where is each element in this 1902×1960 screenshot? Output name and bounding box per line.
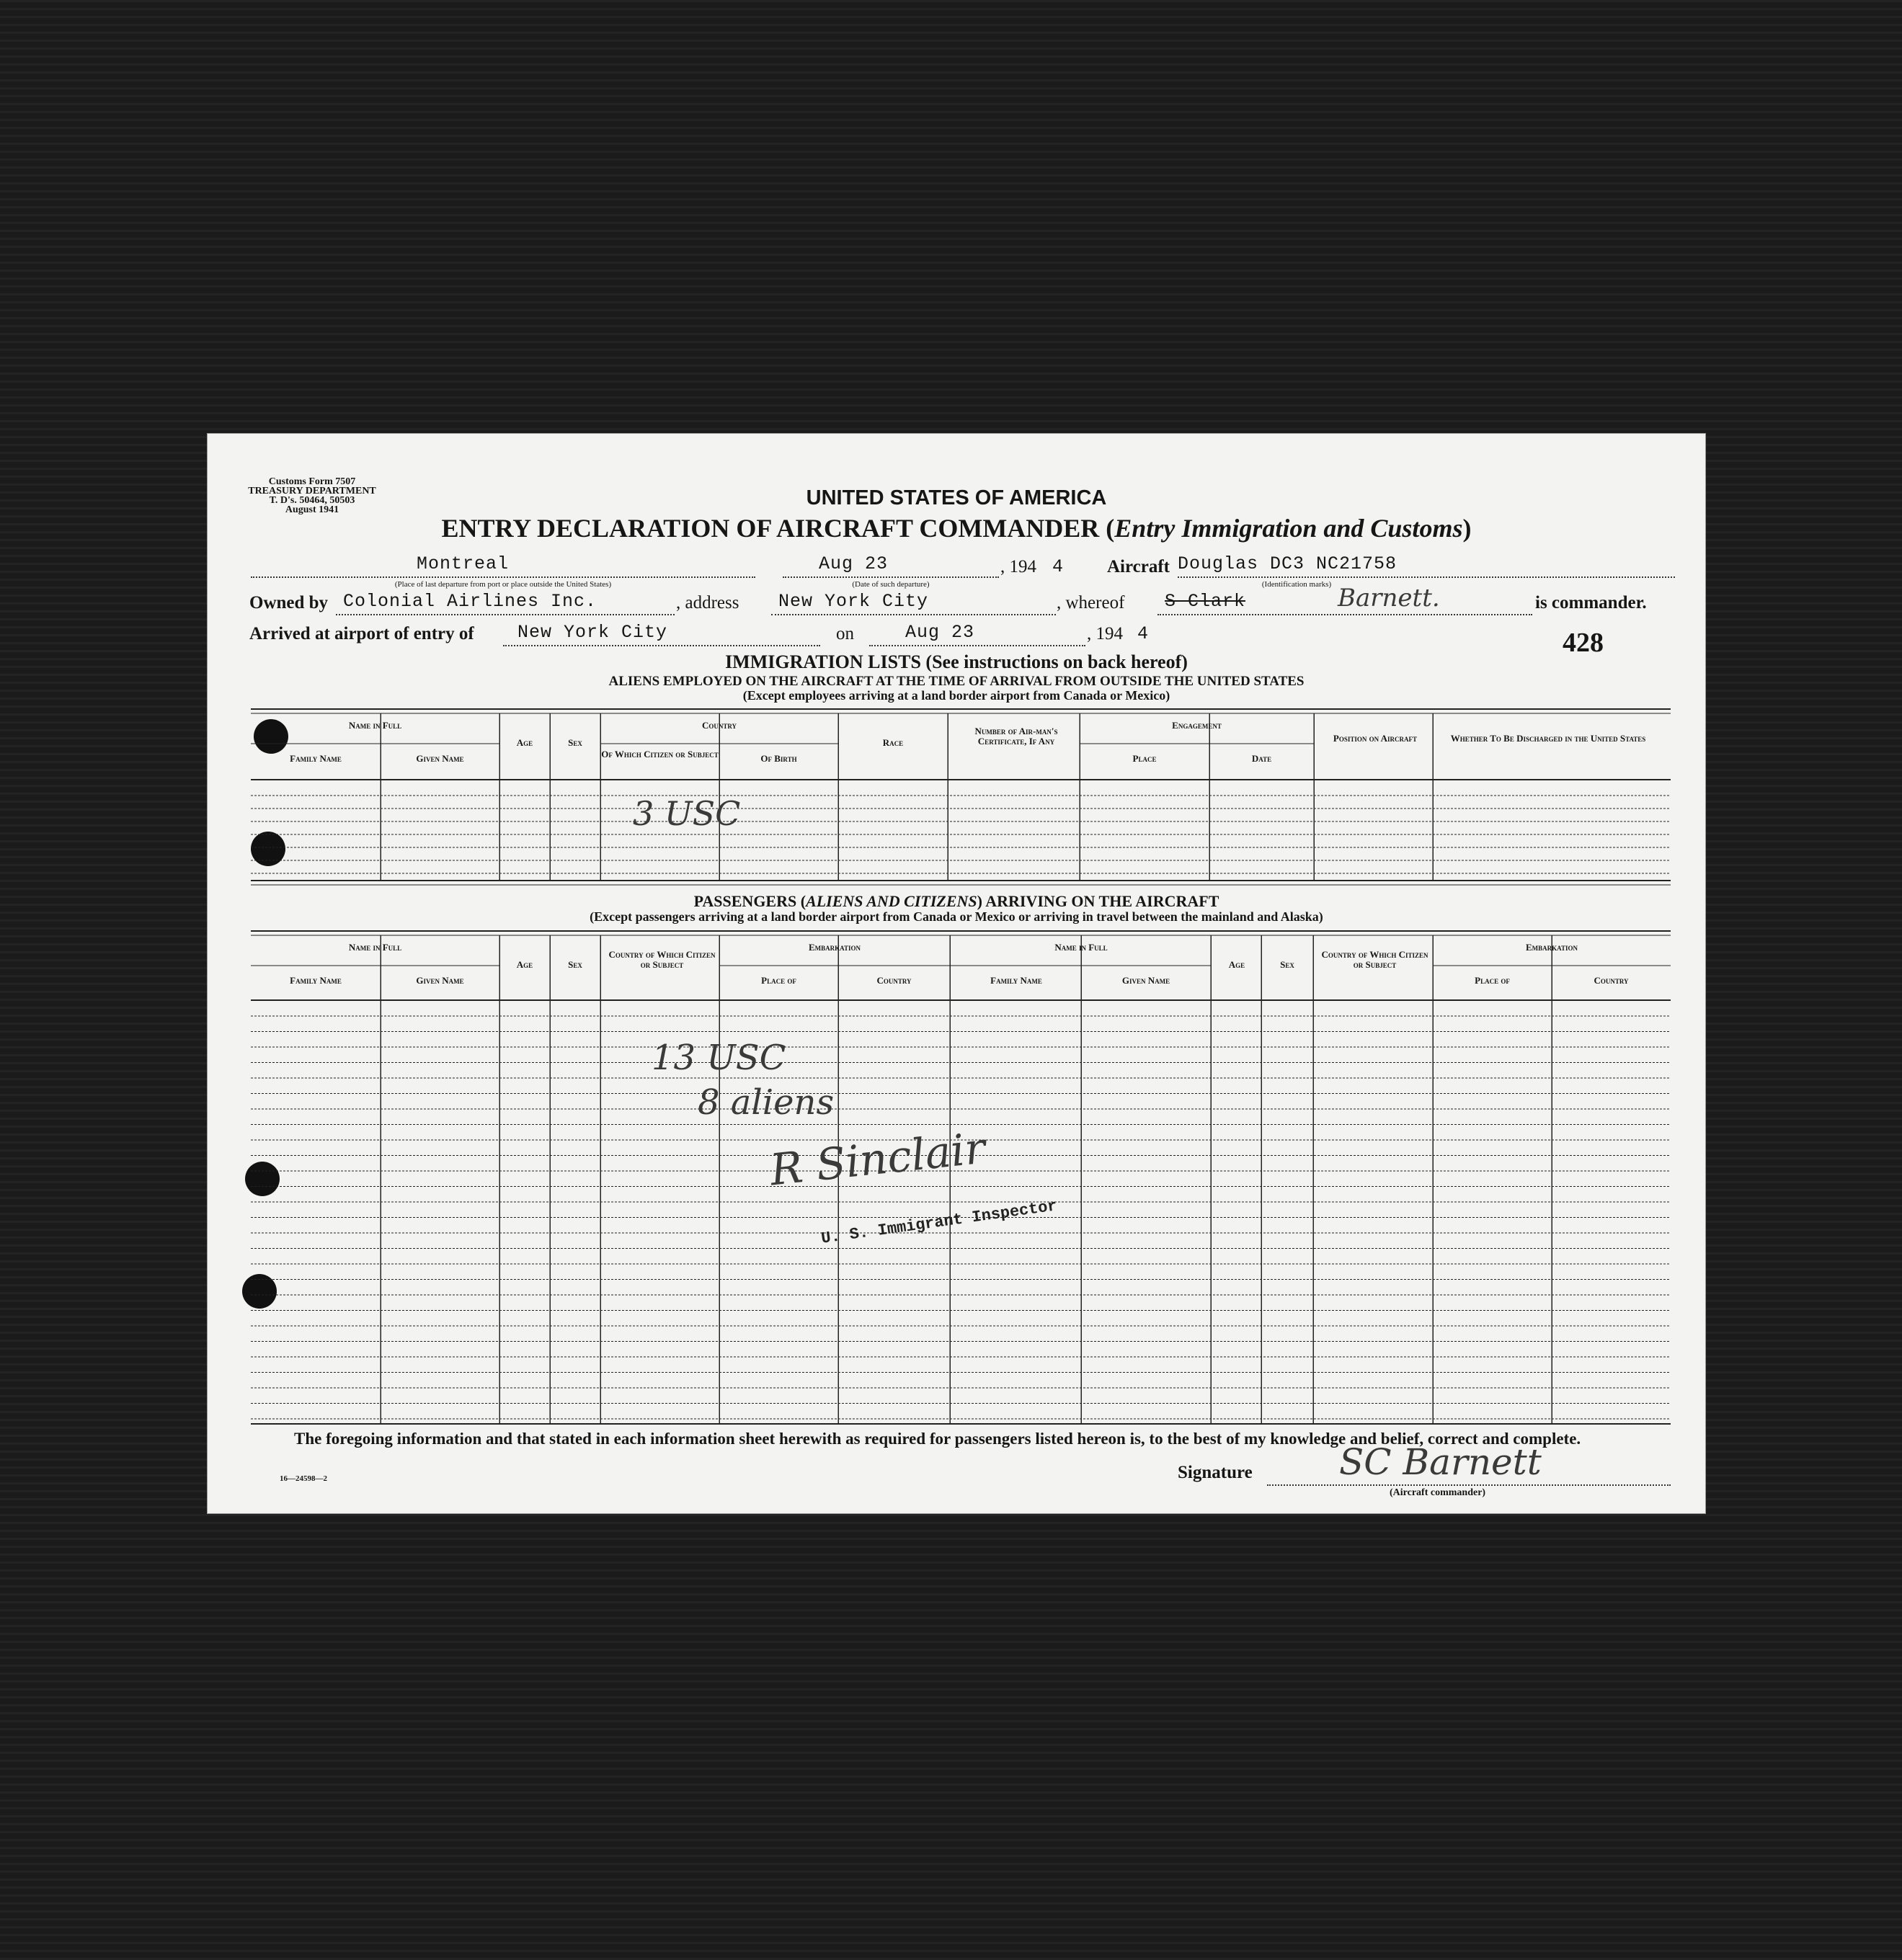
passenger-hand-note-1: 13 USC: [652, 1038, 786, 1078]
passengers-title-b: ) ARRIVING ON THE AIRCRAFT: [977, 892, 1219, 910]
imm-birth-header: Of Birth: [760, 753, 797, 764]
passengers-title: [208, 892, 1705, 911]
pax-country-header-2: Country: [1594, 975, 1629, 986]
departure-date-value: Aug 23: [819, 553, 889, 574]
immigration-subtitle: ALIENS EMPLOYED ON THE AIRCRAFT AT THE TIME OF ARRIVAL FROM OUTSIDE THE UNITED STATES: [608, 674, 1305, 689]
pax-family-name-header: Family Name: [290, 975, 342, 986]
td-numbers: T. D's. 50464, 50503: [269, 495, 355, 506]
aircraft-id-caption: (Identification marks): [1261, 580, 1332, 589]
form-date: August 1941: [285, 504, 339, 515]
entry-declaration-form: [208, 434, 1705, 1513]
imm-race-header: Race: [882, 737, 904, 748]
pax-country-citizen-header-2: Country of Which Citizen or Subject: [1321, 949, 1428, 970]
country-title: UNITED STATES OF AMERICA: [806, 486, 1107, 509]
signature-label: Signature: [1178, 1463, 1253, 1482]
imm-sex-header: Sex: [568, 737, 582, 748]
form-number: Customs Form 7507: [268, 476, 356, 487]
departure-year-prefix: , 194: [1000, 557, 1036, 576]
pax-embarkation-header: Embarkation: [808, 942, 861, 953]
passengers-subtitle: (Except passengers arriving at a land border airport from Canada or Mexico or arriving in travel between the mainland and Alaska): [590, 909, 1323, 924]
declaration-text: The foregoing information and that stated in each information sheet herewith as required for passengers listed hereon is, to the best of my knowledge and belief, correct and complete.: [294, 1430, 1581, 1448]
aircraft-id-value: Douglas DC3 NC21758: [1178, 553, 1397, 574]
imm-age-header: Age: [516, 737, 533, 748]
departure-year: 4: [1052, 556, 1065, 577]
imm-place-header: Place: [1132, 753, 1157, 764]
pax-sex-header: Sex: [568, 959, 582, 970]
immigration-subtitle-2: (Except employees arriving at a land border airport from Canada or Mexico): [742, 688, 1170, 703]
arrival-airport-value: New York City: [517, 622, 668, 643]
imm-engagement-header: Engagement: [1172, 720, 1222, 731]
departure-place-caption: (Place of last departure from port or place outside the United States): [394, 580, 612, 589]
pax-family-name-header-2: Family Name: [990, 975, 1042, 986]
aircraft-label: Aircraft: [1107, 557, 1170, 576]
address-label: , address: [676, 593, 739, 612]
inspector-stamp: U. S. Immigrant Inspector: [819, 1197, 1059, 1248]
pax-place-of-header-2: Place of: [1475, 975, 1510, 986]
department: TREASURY DEPARTMENT: [248, 486, 376, 496]
whereof-label: , whereof: [1057, 593, 1125, 612]
pax-age-header: Age: [516, 959, 533, 970]
title-close: ): [1462, 514, 1472, 543]
title-main: ENTRY DECLARATION OF AIRCRAFT COMMANDER (: [441, 514, 1115, 543]
arrived-label: Arrived at airport of entry of: [249, 624, 474, 643]
arrival-year-prefix: , 194: [1087, 624, 1123, 643]
passengers-title-a: PASSENGERS (: [693, 892, 806, 910]
departure-date-caption: (Date of such departure): [852, 580, 930, 589]
owned-by-label: Owned by: [249, 593, 329, 612]
is-commander-label: is commander.: [1535, 593, 1647, 612]
commander-signature: SC Barnett: [1339, 1441, 1542, 1483]
arrival-year: 4: [1137, 623, 1150, 644]
passengers-title-italic: ALIENS AND CITIZENS: [806, 892, 977, 910]
immigration-hand-note: 3 USC: [633, 794, 741, 833]
owner-value: Colonial Airlines Inc.: [343, 591, 597, 612]
document-number: 428: [1563, 628, 1604, 658]
immigration-title: IMMIGRATION LISTS (See instructions on back hereof): [725, 651, 1188, 672]
pax-country-header: Country: [876, 975, 912, 986]
departure-place-value: Montreal: [417, 553, 510, 574]
commander-handwritten: Barnett.: [1338, 584, 1440, 612]
imm-family-name-header: Family Name: [290, 753, 342, 764]
pax-given-name-header: Given Name: [416, 975, 464, 986]
arrival-date-value: Aug 23: [905, 622, 975, 643]
pax-sex-header-2: Sex: [1280, 959, 1294, 970]
pax-place-of-header: Place of: [761, 975, 796, 986]
signature-caption: (Aircraft commander): [1390, 1487, 1486, 1498]
imm-given-name-header: Given Name: [416, 753, 464, 764]
imm-discharged-header: Whether To Be Discharged in the United States: [1450, 733, 1646, 744]
print-code: 16—24598—2: [280, 1474, 327, 1483]
imm-name-in-full-header: Name in Full: [348, 720, 402, 731]
passenger-hand-note-2: 8 aliens: [698, 1082, 835, 1123]
pax-age-header-2: Age: [1228, 959, 1245, 970]
pax-name-in-full-header-2: Name in Full: [1054, 942, 1108, 953]
ruled-lines: [208, 434, 1705, 1513]
pax-name-in-full-header: Name in Full: [348, 942, 402, 953]
imm-citizen-header: Of Which Citizen or Subject: [601, 749, 719, 760]
on-label: on: [836, 624, 854, 643]
imm-airman-cert-header: Number of Air-man's Certificate, If Any: [974, 726, 1058, 747]
inspector-signature: R Sinclair: [768, 1123, 988, 1196]
signature-field[interactable]: [1267, 1441, 1671, 1486]
pax-given-name-header-2: Given Name: [1121, 975, 1170, 986]
pax-embarkation-header-2: Embarkation: [1525, 942, 1578, 953]
title-italic: Entry Immigration and Customs: [1114, 514, 1463, 543]
imm-position-header: Position on Aircraft: [1333, 733, 1418, 744]
address-value: New York City: [778, 591, 929, 612]
pax-country-citizen-header: Country of Which Citizen or Subject: [608, 949, 716, 970]
imm-date-header: Date: [1251, 753, 1272, 764]
imm-country-header: Country: [701, 720, 737, 731]
commander-struck-value: S Clark: [1165, 591, 1246, 612]
